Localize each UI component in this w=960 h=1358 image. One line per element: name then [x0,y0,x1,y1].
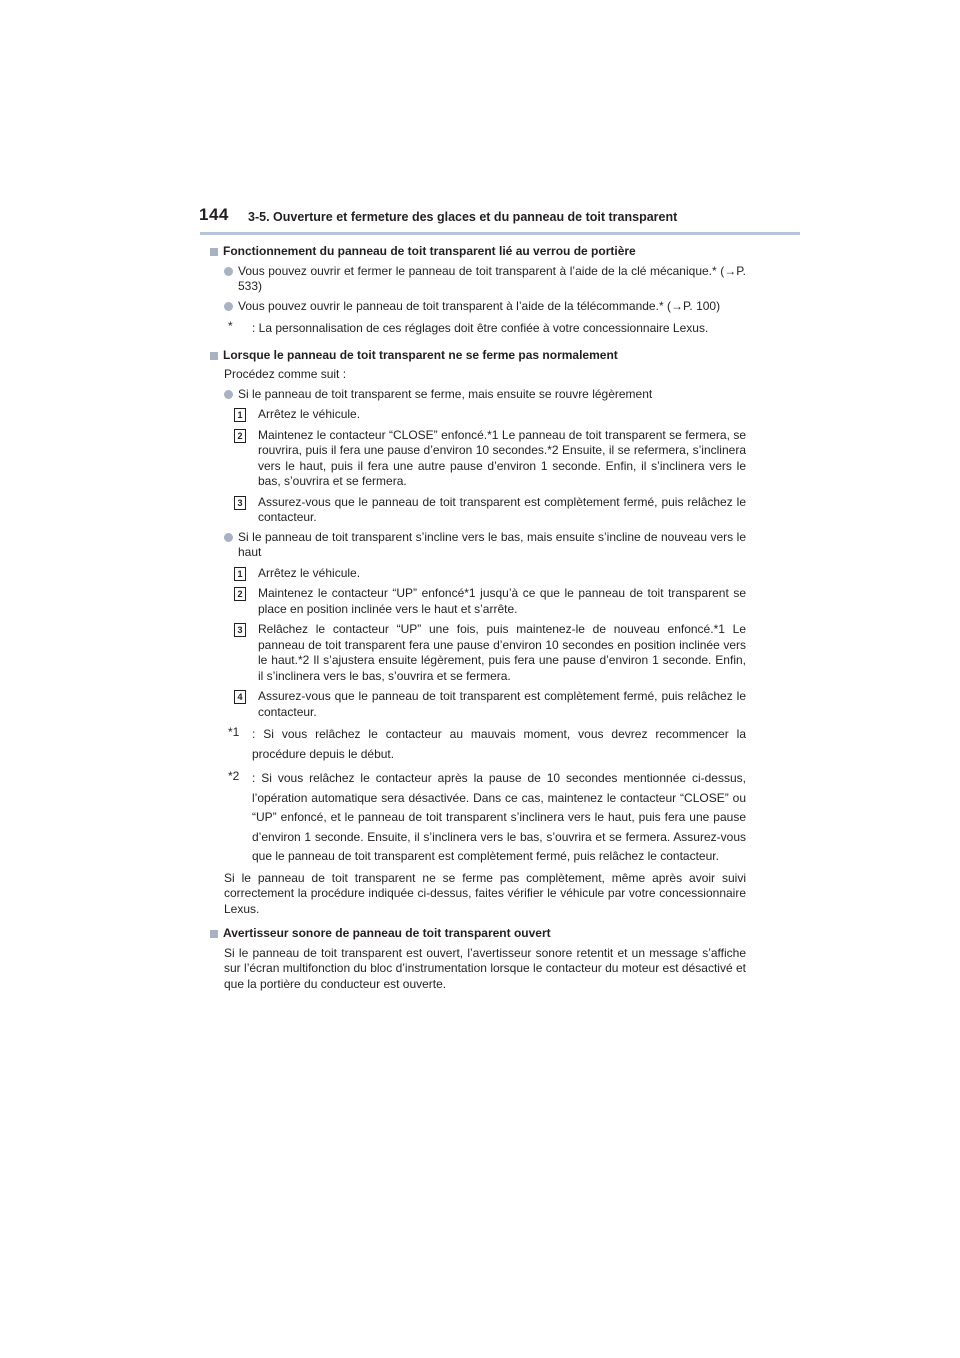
section-heading [210,348,746,364]
circle-bullet-icon [224,533,233,542]
section-heading [210,926,746,942]
step-text: Maintenez le contacteur “UP” enfoncé*1 jusqu’à ce que le panneau de toit transparent se place en position inclinée vers le haut et s’arrête. [258,586,746,616]
chapter-title: 3-5. Ouverture et fermeture des glaces et du panneau de toit transparent [248,210,678,224]
footnote-mark: *2 [228,769,240,783]
footnote [224,725,746,764]
step-number-badge: 2 [234,429,246,443]
list-item [224,387,746,403]
closing-paragraph: Si le panneau de toit transparent ne se ferme pas complètement, même après avoir suivi correctement la procédure indiquée ci-dessus, faites vérifier le véhicule par votre concessionnaire Lexus. [224,870,746,916]
circle-bullet-icon [224,302,233,311]
step-text: Arrêtez le véhicule. [258,407,361,421]
section-heading-text: Avertisseur sonore de panneau de toit transparent ouvert [223,926,551,940]
footnote-text: : La personnalisation de ces réglages doit être confiée à votre concessionnaire Lexus. [252,321,709,335]
footnote-mark: *1 [228,725,240,739]
section-heading [210,244,746,260]
section-abnormal-close [210,348,746,918]
procedure-step [224,566,746,582]
list-item [224,264,746,295]
step-number-badge: 2 [234,587,246,601]
procedure-step [224,689,746,720]
step-number-badge: 3 [234,496,246,510]
section-heading-text: Fonctionnement du panneau de toit transparent lié au verrou de portière [223,244,636,258]
list-item-text: Vous pouvez ouvrir et fermer le panneau de toit transparent à l’aide de la clé mécanique.* (→P. 533) [238,263,746,293]
step-text: Assurez-vous que le panneau de toit transparent est complètement fermé, puis relâchez le contacteur. [258,494,746,524]
circle-bullet-icon [224,267,233,276]
body-paragraph: Si le panneau de toit transparent est ouvert, l’avertisseur sonore retentit et un message s’affiche sur l’écran multifonction du bloc d’instrumentation lorsque le contacteur du moteur est désactivé et que la portière du conducteur est ouverte. [224,945,746,991]
step-text: Relâchez le contacteur “UP” une fois, puis maintenez-le de nouveau enfoncé.*1 Le panneau de toit transparent fera une pause d’environ 10 secondes en position inclinée vers le haut.*2 Il s’ajustera ensuite légèrement, puis fera une pause d’environ 1 seconde. Enfin, il s’inclinera vers le bas, s’ouvrira et se fermera. [258,622,746,683]
procedure-step [224,428,746,490]
step-number-badge: 4 [234,690,246,704]
footnote [224,319,746,339]
procedure-step [224,622,746,684]
procedure-step [224,586,746,617]
procedure-step [224,495,746,526]
list-item-text: Si le panneau de toit transparent s’incline vers le bas, mais ensuite s’incline de nouveau vers le haut [238,529,746,559]
step-text: Maintenez le contacteur “CLOSE” enfoncé.*1 Le panneau de toit transparent se fermera, se rouvrira, puis il fera une pause d’environ 10 secondes.*2 Ensuite, il se refermera, s’inclinera vers le haut, puis il fera une autre pause d’environ 1 seconde. Enfin, il s’inclinera vers le bas, s’ouvrira et se fermera. [258,427,746,488]
header-rule [200,232,800,235]
step-text: Assurez-vous que le panneau de toit transparent est complètement fermé, puis relâchez le contacteur. [258,689,746,719]
list-item-text: Si le panneau de toit transparent se ferme, mais ensuite se rouvre légèrement [238,386,653,401]
circle-bullet-icon [224,390,233,399]
step-number-badge: 1 [234,408,246,422]
square-bullet-icon [210,352,218,360]
square-bullet-icon [210,930,218,938]
list-item [224,530,746,561]
list-item-text: Vous pouvez ouvrir le panneau de toit transparent à l’aide de la télécommande.* (→P. 100) [238,298,721,313]
section-open-roof-buzzer [210,926,746,992]
section-door-lock-linked [210,244,746,339]
page-number: 144 [199,205,229,224]
step-number-badge: 1 [234,567,246,581]
procedure-step [224,407,746,423]
intro-text: Procédez comme suit : [224,367,347,381]
section-heading-text: Lorsque le panneau de toit transparent ne se ferme pas normalement [223,347,618,362]
square-bullet-icon [210,248,218,256]
footnote-text: : Si vous relâchez le contacteur après la pause de 10 secondes mentionnée ci-dessus, l’opération automatique sera désactivée. Dans ce cas, maintenez le contacteur “CLOSE” ou “UP” enfoncé, et le panneau de toit transparent s’inclinera vers le haut, puis fera une pause d’environ 1 seconde. Ensuite, il s’inclinera vers le bas, s’ouvrira et se fermera. Assurez-vous que le panneau de toit transparent est complètement fermé, puis relâchez le contacteur. [252,771,746,863]
footnote-mark: * [228,319,233,333]
list-item [224,299,746,315]
page-content [210,244,746,992]
footnote-text: : Si vous relâchez le contacteur au mauvais moment, vous devrez recommencer la procédure depuis le début. [252,727,746,761]
step-text: Arrêtez le véhicule. [258,565,361,580]
step-number-badge: 3 [234,623,246,637]
footnote [224,769,746,867]
